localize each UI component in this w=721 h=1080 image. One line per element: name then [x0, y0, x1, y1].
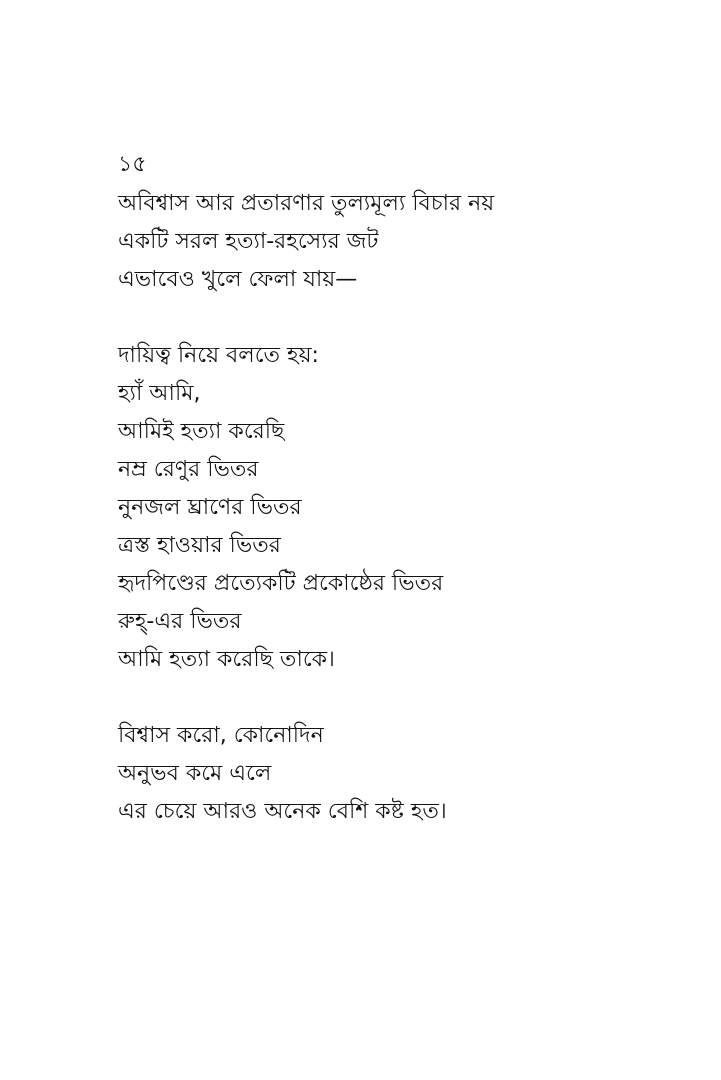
stanza-2 — [118, 337, 678, 679]
poem-line: নুনজল ঘ্রাণের ভিতর — [118, 495, 302, 520]
poem-line: ত্রস্ত হাওয়ার ভিতর — [118, 533, 281, 558]
poem-line: অবিশ্বাস আর প্রতারণার তুল্যমূল্য বিচার নয় — [118, 191, 495, 216]
poem-line: এর চেয়ে আরও অনেক বেশি কষ্ট হত। — [118, 799, 447, 824]
poem-line: আমিই হত্যা করেছি — [118, 419, 285, 444]
poem-line: দায়িত্ব নিয়ে বলতে হয়: — [118, 343, 319, 368]
stanza-3 — [118, 717, 678, 831]
poem — [118, 145, 678, 831]
poem-line: বিশ্বাস করো, কোনোদিন — [118, 723, 324, 748]
poem-line: অনুভব কমে এলে — [118, 761, 272, 786]
poem-line: রুহ্-এর ভিতর — [118, 609, 242, 634]
poem-line: হ্যাঁ আমি, — [118, 381, 201, 406]
poem-line: হৃদপিণ্ডের প্রত্যেকটি প্রকোষ্ঠের ভিতর — [118, 571, 444, 596]
poem-number: ১৫ — [118, 152, 147, 177]
poem-line: একটি সরল হত্যা-রহস্যের জট — [118, 229, 379, 254]
poem-line: এভাবেও খুলে ফেলা যায়— — [118, 267, 358, 292]
stanza-1 — [118, 185, 678, 299]
poem-line: আমি হত্যা করেছি তাকে। — [118, 647, 335, 672]
poem-line: নম্র রেণুর ভিতর — [118, 457, 259, 482]
